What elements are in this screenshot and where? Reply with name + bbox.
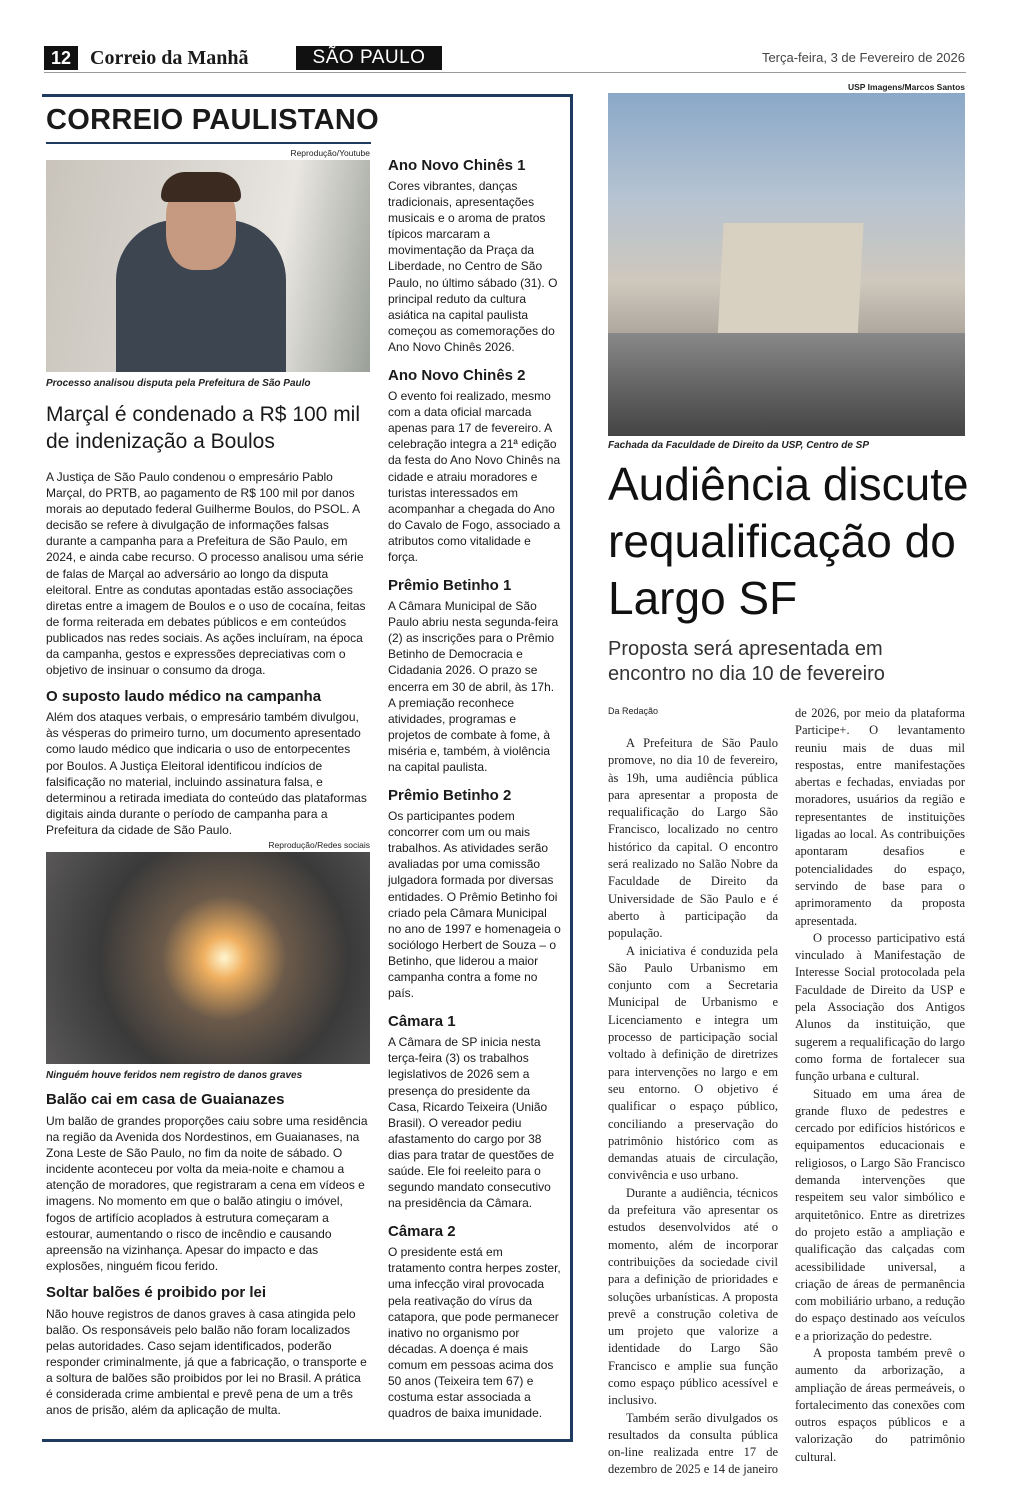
column-title: CORREIO PAULISTANO	[46, 104, 379, 136]
photo-credit: Reprodução/Redes sociais	[268, 839, 370, 850]
feature-paragraph: A iniciativa é conduzida pela São Paulo Urbanismo em conjunto com a Secretaria Municipal de Urbanismo e Licenciamento e integra um processo de participação social voltado à definição de diretrizes para intervenções no largo e em seu entorno. O objetivo é qualificar o espaço público, conciliando a preservação do patrimônio histórico com as demandas atuais de circulação, convivência e uso urbano.	[608, 943, 778, 1183]
article-body: A Justiça de São Paulo condenou o empresário Pablo Marçal, do PRTB, ao pagamento de R$ 100 mil por danos morais ao deputado federal Guilherme Boulos, do PSOL. A decisão se refere à divulgação de informações falsas durante a campanha para a Prefeitura de São Paulo, em 2024, e ainda cabe recurso. O processo analisou uma série de falas de Marçal ao adversário ao longo da disputa eleitoral. Entre as condutas apontadas estão associações diretas entre a imagem de Boulos e o uso de cocaína, feitas de forma reiterada em debates públicos e em conteúdos publicados nas redes sociais. As ações incluíram, na época da campanha, gestos e expressões depreciativas com o objetivo de insinuar o consumo da droga.	[46, 470, 366, 678]
note	[388, 1013, 562, 1211]
feature-paragraph: Durante a audiência, técnicos da prefeitura vão apresentar os estudos desenvolvidos até o momento, além de incorporar contribuições da sociedade civil para a definição de prioridades e soluções urbanísticas. A proposta prevê a construção coletiva de um projeto que valorize a identidade do Largo São Francisco e amplie sua função como espaço público acessível e inclusivo.	[608, 1185, 778, 1408]
note-title: Câmara 2	[388, 1223, 456, 1241]
note	[388, 367, 562, 565]
title-underline	[46, 142, 371, 144]
photo-caption: Ninguém houve feridos nem registro de danos graves	[46, 1069, 303, 1081]
note-body: O presidente está em tratamento contra herpes zoster, uma infecção viral provocada pela reativação do vírus da catapora, que pode permanecer inativo no organismo por décadas. A doença é mais comum em pessoas acima dos 50 anos (Teixeira tem 67) e costuma estar associada a quadros de baixa imunidade.	[388, 1245, 561, 1421]
feature-paragraph: A Prefeitura de São Paulo promove, no dia 10 de fevereiro, às 19h, uma audiência pública para apresentar a proposta de requalificação do Largo São Francisco, localizado no centro histórico da capital. O encontro será realizado no Salão Nobre da Faculdade de Direito da Universidade de São Paulo e é aberto à participação da população.	[608, 736, 778, 941]
photo-marcal	[46, 160, 370, 372]
feature-paragraph: A proposta também prevê o aumento da arborização, a ampliação de áreas permeáveis, o fortalecimento das conexões com outros espaços públicos e a valorização do patrimônio cultural.	[795, 1345, 965, 1464]
feature-article	[608, 456, 969, 1479]
photo-law-school-facade	[608, 93, 965, 436]
note-title: Prêmio Betinho 1	[388, 577, 512, 595]
subheading: Soltar balões é proibido por lei	[46, 1283, 267, 1301]
note	[388, 1223, 562, 1421]
section-label: SÃO PAULO	[296, 46, 442, 70]
notes-column	[388, 157, 562, 1433]
note-title: Ano Novo Chinês 2	[388, 367, 526, 385]
note-body: Cores vibrantes, danças tradicionais, apresentações musicais e o aroma de pratos típicos marcaram a movimentação da Praça da Liberdade, no Centro de São Paulo, no último sábado (31). O principal reduto da cultura asiática na capital paulista começou as comemorações do Ano Novo Chinês 2026.	[388, 179, 558, 354]
feature-paragraph: Também serão divulgados os resultados da consulta pública on-line realizada entre 17 de dezembro de 2025 e 14 de janeiro de 2026, por meio da plataforma Participe+. O levantamento reuniu mais de duas mil respostas, entre manifestações abertas e fechadas, enviadas por moradores, usuários da região e representantes de instituições ligadas ao local. As contribuições apontaram desafios e potencialidades do espaço, servindo de base para o aprimoramento da proposta apresentada.	[608, 706, 965, 1477]
main-headline: Marçal é condenado a R$ 100 mil de indenização a Boulos	[46, 403, 361, 453]
feature-paragraph: O processo participativo está vinculado à Manifestação de Interesse Social protocolada pela Faculdade de Direito da USP e pela Associação dos Antigos Alunos da instituição, que sugerem a requalificação do largo como forma de fortalecer sua função urbana e cultural.	[795, 930, 965, 1084]
subheading: Balão cai em casa de Guaianazes	[46, 1090, 285, 1108]
note-body: A Câmara de SP inicia nesta terça-feira (3) os trabalhos legislativos de 2026 sem a presença do presidente da Casa, Ricardo Teixeira (União Brasil). O vereador pediu afastamento do cargo por 38 dias para tratar de questões de saúde. Ele foi reeleito para o segundo mandato consecutivo na presidência da Câmara.	[388, 1035, 555, 1211]
feature-headline: Audiência discute requalificação do Largo SF	[608, 458, 969, 624]
feature-paragraph: Situado em uma área de grande fluxo de pedestres e cercado por edifícios históricos e equipamentos educacionais e religiosos, o Largo São Francisco demanda intervenções que respeitem seu valor simbólico e arquitetônico. Entre as diretrizes do projeto estão a ampliação e qualificação das calçadas com acessibilidade universal, a criação de áreas de permanência com mobiliário urbano, a redução do espaço destinado aos veículos e a priorização do pedestre.	[795, 1086, 965, 1343]
main-column	[46, 148, 370, 1419]
header-divider	[44, 72, 966, 73]
article-body: Não houve registros de danos graves à casa atingida pelo balão. Os responsáveis pelo balão não foram localizados pelas autoridades. Caso sejam identificados, poderão responder criminalmente, já que a fabricação, o transporte e a soltura de balões são proibidos por lei no Brasil. A prática é considerada crime ambiental e prevê pena de um a três anos de prisão, além da aplicação de multa.	[46, 1306, 367, 1418]
photo-caption: Processo analisou disputa pela Prefeitura de São Paulo	[46, 378, 311, 389]
newspaper-logo: Correio da Manhã	[90, 47, 249, 69]
photo-balloon-fire	[46, 852, 370, 1064]
note-body: Os participantes podem concorrer com um ou mais trabalhos. As atividades serão avaliadas por uma comissão julgadora formada por diversas entidades. O Prêmio Betinho foi criado pela Câmara Municipal no ano de 1997 e homenageia o sociólogo Herbert de Souza – o Betinho, que liderou a maior campanha contra a fome no país.	[388, 809, 561, 1001]
photo-credit: USP Imagens/Marcos Santos	[848, 82, 965, 92]
note	[388, 787, 562, 1001]
note-body: O evento foi realizado, mesmo com a data oficial marcada apenas para 17 de fevereiro. A celebração integra a 21ª edição da festa do Ano Novo Chinês na cidade e atraiu moradores e turistas interessados em acompanhar a chegada do Ano do Cavalo de Fogo, associado a atributos como vitalidade e força.	[388, 389, 561, 564]
note	[388, 577, 562, 775]
note-body: A Câmara Municipal de São Paulo abriu nesta segunda-feira (2) as inscrições para o Prêmio Betinho de Democracia e Cidadania 2026. O prazo se encerra em 30 de abril, às 17h. A premiação reconhece atividades, programas e projetos de combate à fome, à miséria e, também, à violência na capital paulista.	[388, 599, 559, 774]
issue-date: Terça-feira, 3 de Fevereiro de 2026	[761, 50, 965, 65]
note-title: Prêmio Betinho 2	[388, 787, 512, 805]
photo-credit: Reprodução/Youtube	[290, 148, 370, 158]
feature-body	[608, 705, 965, 1479]
article-body: Além dos ataques verbais, o empresário também divulgou, às vésperas do primeiro turno, um documento apresentado como laudo médico que indicaria o uso de entorpecentes por Boulos. A Justiça Eleitoral identificou indícios de falsificação no material, incluindo assinatura falsa, e determinou a retirada imediata do conteúdo das plataformas digitais ainda durante o período de campanha para a Prefeitura da cidade de São Paulo.	[46, 710, 367, 837]
note-title: Câmara 1	[388, 1013, 456, 1031]
feature-subheadline: Proposta será apresentada em encontro no dia 10 de fevereiro	[608, 638, 885, 685]
note	[388, 157, 562, 355]
article-body: Um balão de grandes proporções caiu sobre uma residência na região da Avenida dos Nordestinos, em Guaianases, na Zona Leste de São Paulo, no fim da noite de sábado. O incidente aconteceu por volta da meia-noite e chamou a atenção de moradores, que registraram a cena em vídeos e imagens. No momento em que o balão atingiu o imóvel, fogos de artifício acoplados à estrutura começaram a estourar, aumentando o risco de incêndio e causando apreensão na vizinhança. Apesar do impacto e das explosões, ninguém ficou ferido.	[46, 1113, 368, 1273]
page-number: 12	[44, 46, 78, 70]
photo-caption: Fachada da Faculdade de Direito da USP, Centro de SP	[608, 440, 869, 451]
note-title: Ano Novo Chinês 1	[388, 157, 526, 174]
subheading: O suposto laudo médico na campanha	[46, 688, 322, 706]
byline: Da Redação	[608, 706, 659, 716]
